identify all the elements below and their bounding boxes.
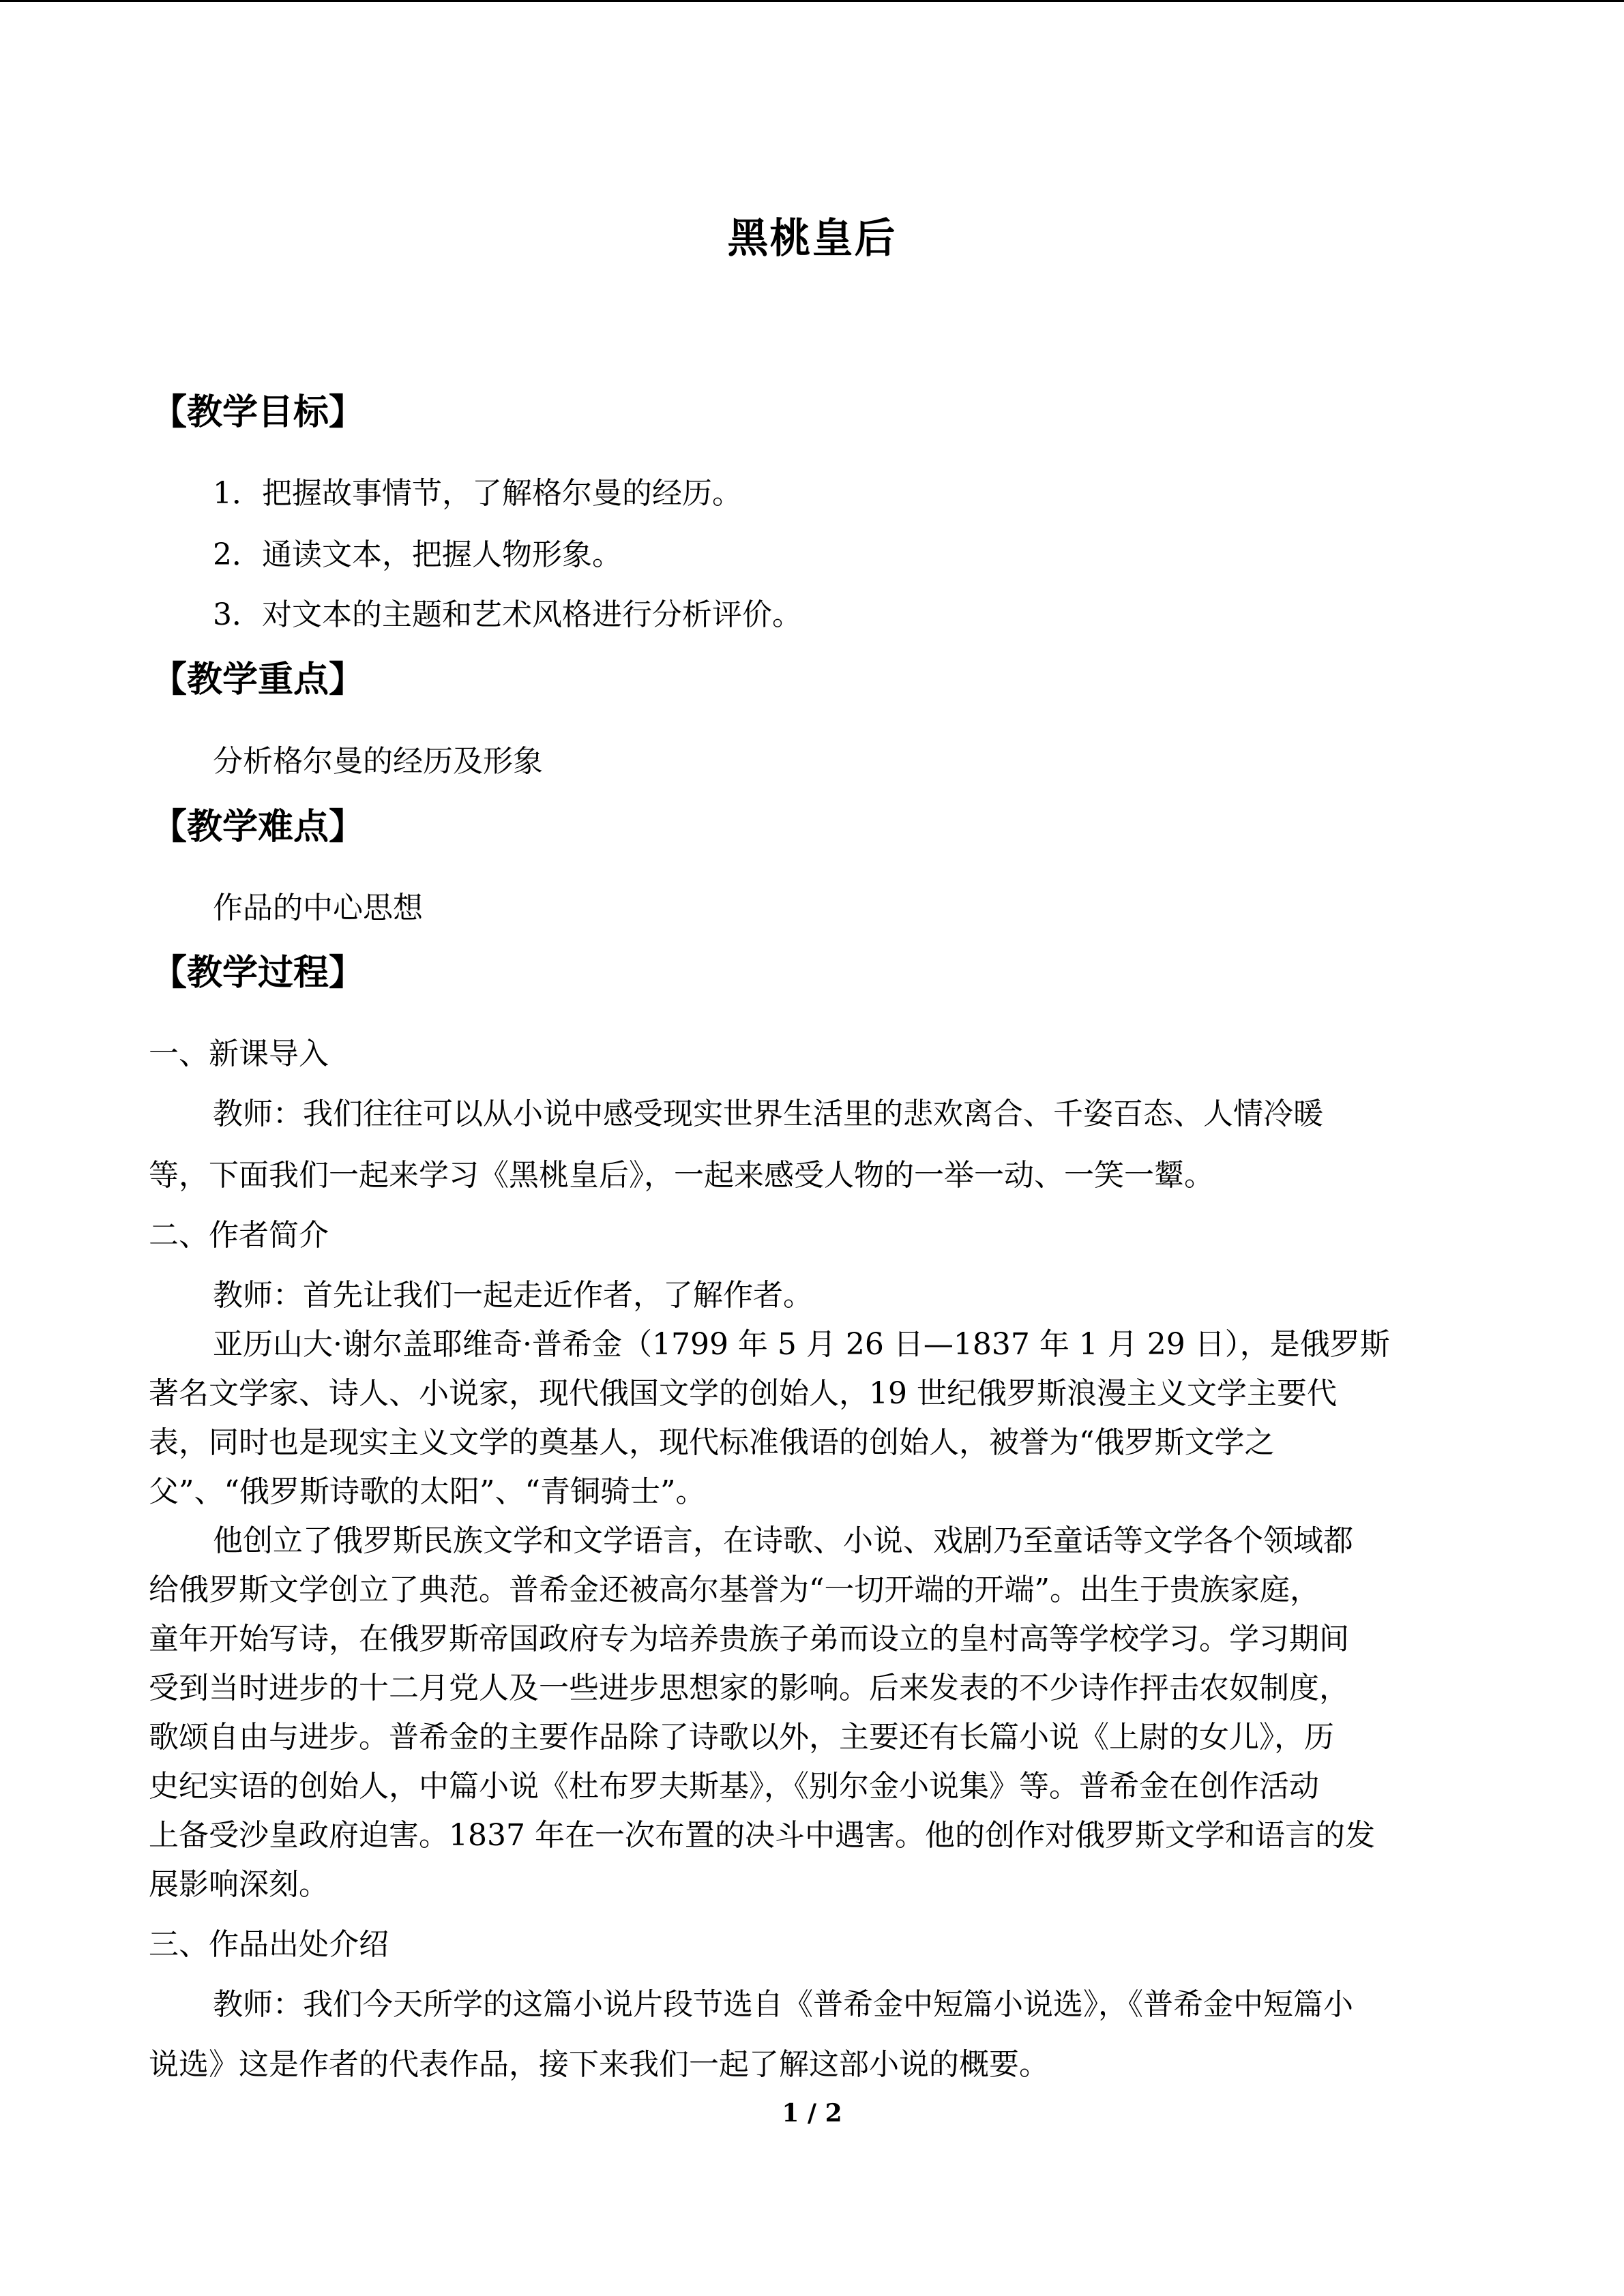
paragraph-line: 教师：我们今天所学的这篇小说片段节选自《普希金中短篇小说选》，《普希金中短篇小 <box>213 1987 1353 2022</box>
key-points-text: 分析格尔曼的经历及形象 <box>213 744 543 779</box>
intro-section-title: 一、新课导入 <box>149 1037 329 1071</box>
source-section-title: 三、作品出处介绍 <box>149 1927 389 1962</box>
goal-item: 3．对文本的主题和艺术风格进行分析评价。 <box>213 597 802 632</box>
paragraph-line: 他创立了俄罗斯民族文学和文学语言，在诗歌、小说、戏剧乃至童话等文学各个领域都 <box>213 1523 1353 1558</box>
paragraph-line: 教师：我们往往可以从小说中感受现实世界生活里的悲欢离合、千姿百态、人情冷暖 <box>213 1097 1323 1131</box>
document-title: 黑桃皇后 <box>727 215 897 263</box>
paragraph-line: 展影响深刻。 <box>149 1867 329 1902</box>
difficulty-text: 作品的中心思想 <box>213 891 423 925</box>
paragraph-line: 著名文学家、诗人、小说家，现代俄国文学的创始人，19 世纪俄罗斯浪漫主义文学主要代 <box>149 1376 1337 1411</box>
paragraph-line: 史纪实语的创始人，中篇小说《杜布罗夫斯基》，《别尔金小说集》等。普希金在创作活动 <box>149 1769 1319 1804</box>
paragraph-line: 等，下面我们一起来学习《黑桃皇后》，一起来感受人物的一举一动、一笑一颦。 <box>149 1158 1214 1193</box>
paragraph-line: 上备受沙皇政府迫害。1837 年在一次布置的决斗中遇害。他的创作对俄罗斯文学和语言的发 <box>149 1818 1375 1853</box>
paragraph-line: 亚历山大·谢尔盖耶维奇·普希金（1799 年 5 月 26 日—1837 年 1 月 29 日），是俄罗斯 <box>213 1327 1390 1362</box>
paragraph-line: 童年开始写诗，在俄罗斯帝国政府专为培养贵族子弟而设立的皇村高等学校学习。学习期间 <box>149 1622 1349 1656</box>
goal-item: 1．把握故事情节，了解格尔曼的经历。 <box>213 476 742 511</box>
paragraph-line: 说选》这是作者的代表作品，接下来我们一起了解这部小说的概要。 <box>149 2047 1049 2082</box>
goal-item: 2．通读文本，把握人物形象。 <box>213 537 622 572</box>
paragraph-line: 教师：首先让我们一起走近作者，了解作者。 <box>213 1278 813 1313</box>
author-section-title: 二、作者简介 <box>149 1218 329 1253</box>
goals-heading: 【教学目标】 <box>151 392 365 433</box>
paragraph-line: 歌颂自由与进步。普希金的主要作品除了诗歌以外，主要还有长篇小说《上尉的女儿》，历 <box>149 1720 1334 1755</box>
difficulty-heading: 【教学难点】 <box>151 807 365 848</box>
paragraph-line: 表，同时也是现实主义文学的奠基人，现代标准俄语的创始人，被誉为“俄罗斯文学之 <box>149 1425 1275 1460</box>
page-number: 1 / 2 <box>782 2099 842 2128</box>
paragraph-line: 受到当时进步的十二月党人及一些进步思想家的影响。后来发表的不少诗作抨击农奴制度， <box>149 1671 1349 1705</box>
page-top-border <box>0 0 1624 2</box>
key-points-heading: 【教学重点】 <box>151 659 365 700</box>
process-heading: 【教学过程】 <box>151 953 365 994</box>
paragraph-line: 给俄罗斯文学创立了典范。普希金还被高尔基誉为“一切开端的开端”。出生于贵族家庭， <box>149 1572 1320 1607</box>
paragraph-line: 父”、“俄罗斯诗歌的太阳”、“青铜骑士”。 <box>149 1474 706 1509</box>
